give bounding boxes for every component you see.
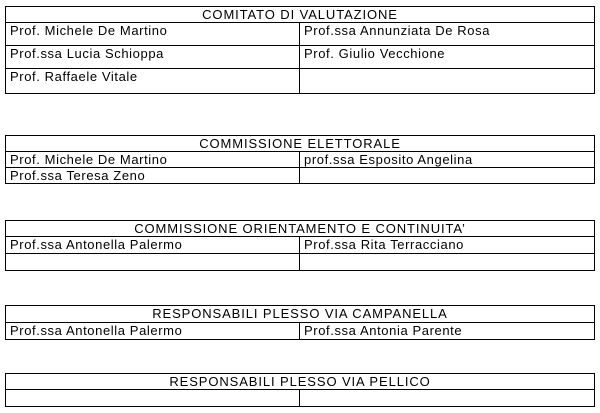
member-cell: Prof.ssa Antonella Palermo [6, 323, 300, 340]
table-row [6, 69, 595, 94]
member-cell: Prof.ssa Antonella Palermo [6, 237, 300, 254]
member-cell: Prof.ssa Teresa Zeno [6, 168, 300, 184]
member-cell [300, 254, 595, 271]
member-cell [300, 168, 595, 184]
member-cell: Prof. Raffaele Vitale [6, 69, 300, 94]
table-title: COMMISSIONE ELETTORALE [6, 136, 595, 152]
committee-table-comitato-valutazione [5, 6, 595, 94]
member-cell: Prof.ssa Annunziata De Rosa [300, 23, 595, 46]
member-cell: Prof. Giulio Vecchione [300, 46, 595, 69]
member-cell [300, 69, 595, 94]
table-row [6, 168, 595, 184]
member-cell: prof.ssa Esposito Angelina [300, 152, 595, 168]
member-cell: Prof. Michele De Martino [6, 152, 300, 168]
member-cell: Prof. Michele De Martino [6, 23, 300, 46]
member-cell [6, 254, 300, 271]
table-title: RESPONSABILI PLESSO VIA PELLICO [6, 374, 595, 390]
member-cell [6, 390, 300, 407]
table-row [6, 323, 595, 340]
table-title: RESPONSABILI PLESSO VIA CAMPANELLA [6, 306, 595, 323]
table-title: COMITATO DI VALUTAZIONE [6, 7, 595, 23]
member-cell: Prof.ssa Lucia Schioppa [6, 46, 300, 69]
committee-table-plesso-pellico [5, 373, 595, 407]
table-row [6, 254, 595, 271]
table-row [6, 46, 595, 69]
table-row [6, 237, 595, 254]
committee-table-plesso-campanella [5, 305, 595, 340]
member-cell: Prof.ssa Rita Terracciano [300, 237, 595, 254]
table-row [6, 23, 595, 46]
table-row [6, 390, 595, 407]
member-cell [300, 390, 595, 407]
table-row [6, 152, 595, 168]
committee-table-commissione-elettorale [5, 135, 595, 184]
committee-table-orientamento-continuita [5, 220, 595, 271]
table-title: COMMISSIONE ORIENTAMENTO E CONTINUITA’ [6, 221, 595, 237]
member-cell: Prof.ssa Antonia Parente [300, 323, 595, 340]
